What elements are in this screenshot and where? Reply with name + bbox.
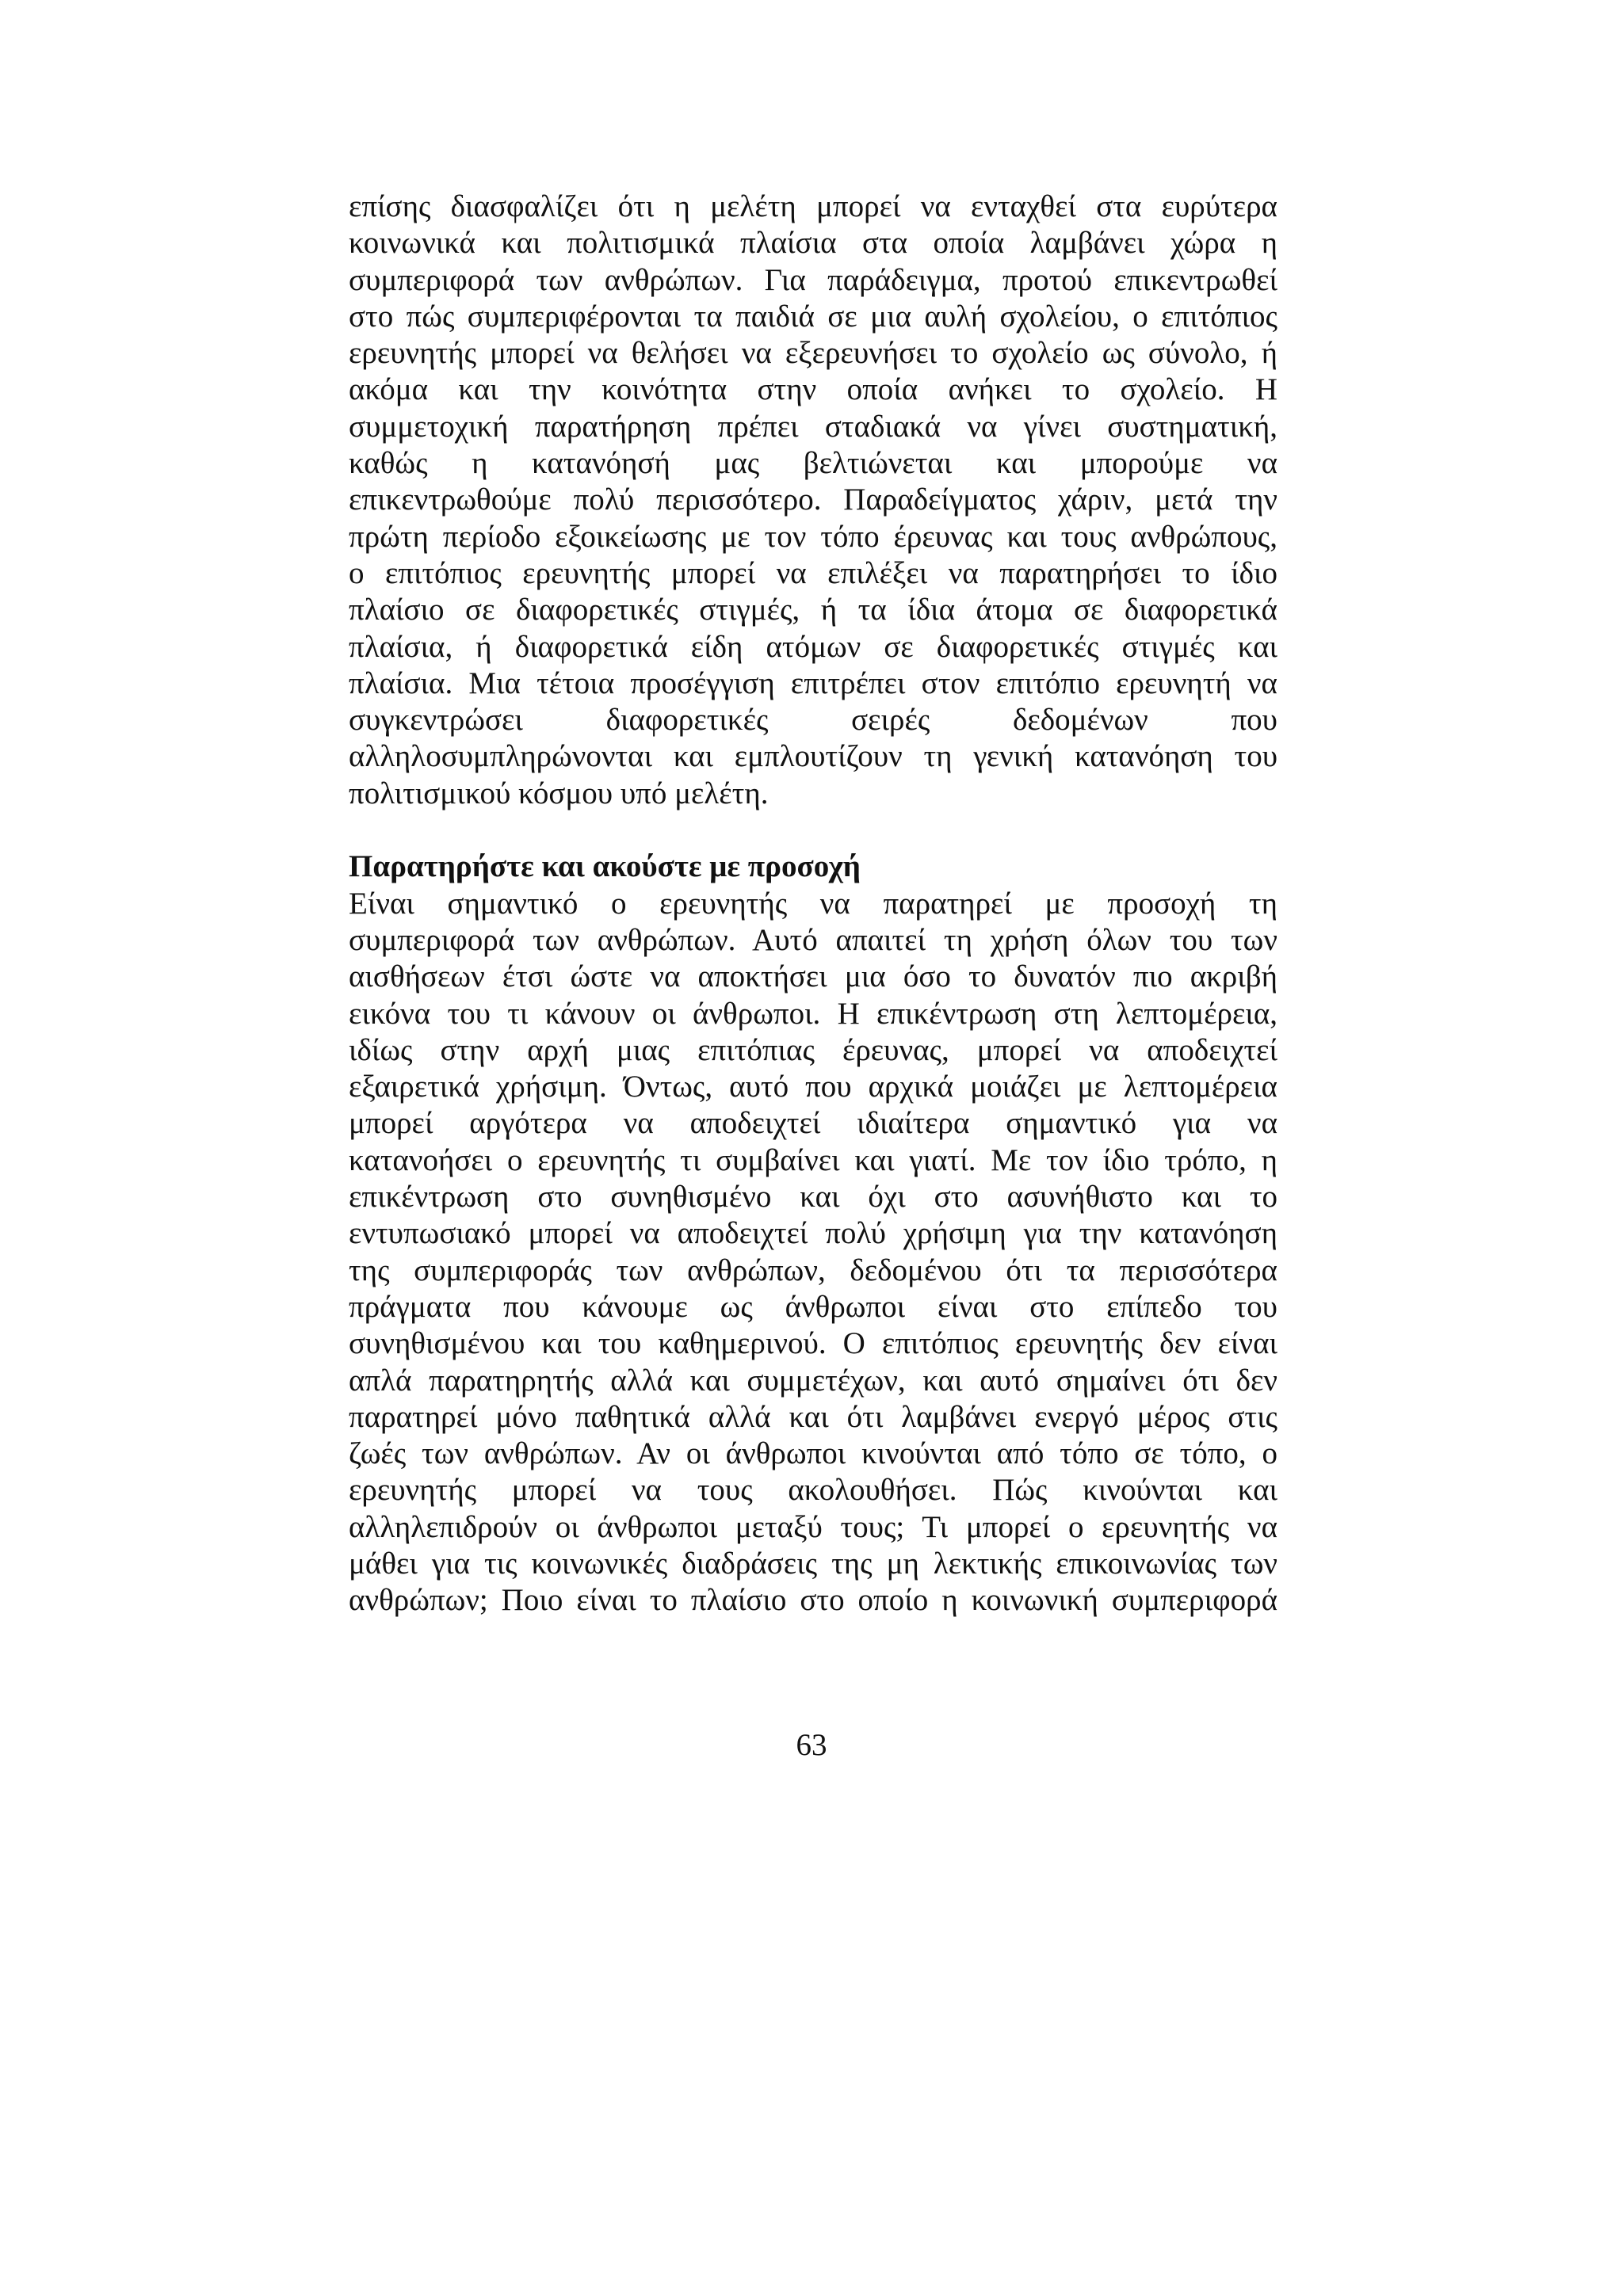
body-text: [349, 189, 1277, 1619]
text-line: πολιτισμικού κόσμου υπό μελέτη.: [349, 776, 769, 810]
text-line: αλληλεπιδρούν οι άνθρωποι μεταξύ τους; Τι μπορεί ο ερευνητής να: [349, 1509, 1277, 1544]
text-line: μπορεί αργότερα να αποδειχτεί ιδιαίτερα σημαντικό για να: [349, 1106, 1277, 1141]
text-line: αλληλοσυμπληρώνονται και εμπλουτίζουν τη γενική κατανόηση του: [349, 739, 1277, 774]
text-line: πλαίσια, ή διαφορετικά είδη ατόμων σε διαφορετικές στιγμές και: [349, 629, 1277, 664]
text-line: συγκεντρώσει διαφορετικές σειρές δεδομένων που: [349, 703, 1277, 738]
text-line: συμπεριφορά των ανθρώπων. Για παράδειγμα, προτού επικεντρωθεί: [349, 262, 1277, 297]
text-line: ο επιτόπιος ερευνητής μπορεί να επιλέξει να παρατηρήσει το ίδιο: [349, 555, 1277, 590]
text-line: συμπεριφορά των ανθρώπων. Αυτό απαιτεί τη χρήση όλων του των: [349, 922, 1277, 957]
text-line: ζωές των ανθρώπων. Αν οι άνθρωποι κινούνται από τόπο σε τόπο, ο: [349, 1436, 1277, 1471]
text-line: Είναι σημαντικό ο ερευνητής να παρατηρεί με προσοχή τη: [349, 886, 1277, 921]
text-line: επικεντρωθούμε πολύ περισσότερο. Παραδείγματος χάριν, μετά την: [349, 482, 1277, 517]
text-line: συμμετοχική παρατήρηση πρέπει σταδιακά να γίνει συστηματική,: [349, 409, 1277, 444]
text-line: ερευνητής μπορεί να θελήσει να εξερευνήσει το σχολείο ως σύνολο, ή: [349, 336, 1277, 371]
text-line: πράγματα που κάνουμε ως άνθρωποι είναι στο επίπεδο του: [349, 1289, 1277, 1324]
text-line: απλά παρατηρητής αλλά και συμμετέχων, και αυτό σημαίνει ότι δεν: [349, 1363, 1277, 1398]
text-line: εξαιρετικά χρήσιμη. Όντως, αυτό που αρχικά μοιάζει με λεπτομέρεια: [349, 1070, 1277, 1104]
text-line: αισθήσεων έτσι ώστε να αποκτήσει μια όσο το δυνατόν πιο ακριβή: [349, 959, 1277, 994]
page-number: 63: [796, 1728, 827, 1762]
paragraph: [349, 886, 1277, 1619]
text-line: κατανοήσει ο ερευνητής τι συμβαίνει και γιατί. Με τον ίδιο τρόπο, η: [349, 1142, 1277, 1177]
text-line: καθώς η κατανόησή μας βελτιώνεται και μπορούμε να: [349, 446, 1277, 481]
text-line: στο πώς συμπεριφέρονται τα παιδιά σε μια αυλή σχολείου, ο επιτόπιος: [349, 299, 1277, 334]
text-line: πλαίσιο σε διαφορετικές στιγμές, ή τα ίδια άτομα σε διαφορετικά: [349, 593, 1277, 627]
paragraph: [349, 189, 1277, 812]
text-line: επικέντρωση στο συνηθισμένο και όχι στο ασυνήθιστο και το: [349, 1180, 1277, 1215]
text-line: κοινωνικά και πολιτισμικά πλαίσια στα οποία λαμβάνει χώρα η: [349, 226, 1277, 261]
text-line: ανθρώπων; Ποιο είναι το πλαίσιο στο οποίο η κοινωνική συμπεριφορά: [349, 1583, 1277, 1618]
paragraph-gap: [349, 812, 1277, 849]
text-line: ιδίως στην αρχή μιας επιτόπιας έρευνας, μπορεί να αποδειχτεί: [349, 1032, 1277, 1067]
text-line: ερευνητής μπορεί να τους ακολουθήσει. Πώς κινούνται και: [349, 1473, 1277, 1508]
text-line: παρατηρεί μόνο παθητικά αλλά και ότι λαμβάνει ενεργό μέρος στις: [349, 1399, 1277, 1434]
text-line: επίσης διασφαλίζει ότι η μελέτη μπορεί να ενταχθεί στα ευρύτερα: [349, 189, 1277, 223]
text-line: συνηθισμένου και του καθημερινού. Ο επιτόπιος ερευνητής δεν είναι: [349, 1326, 1277, 1361]
text-line: της συμπεριφοράς των ανθρώπων, δεδομένου ότι τα περισσότερα: [349, 1253, 1277, 1287]
text-line: πρώτη περίοδο εξοικείωσης με τον τόπο έρευνας και τους ανθρώπους,: [349, 519, 1277, 554]
text-line: ακόμα και την κοινότητα στην οποία ανήκει το σχολείο. Η: [349, 372, 1277, 407]
text-line: εικόνα του τι κάνουν οι άνθρωποι. Η επικέντρωση στη λεπτομέρεια,: [349, 996, 1277, 1031]
text-line: μάθει για τις κοινωνικές διαδράσεις της μη λεκτικής επικοινωνίας των: [349, 1546, 1277, 1581]
text-line: εντυπωσιακό μπορεί να αποδειχτεί πολύ χρήσιμη για την κατανόηση: [349, 1216, 1277, 1251]
section-heading: Παρατηρήστε και ακούστε με προσοχή: [349, 849, 861, 884]
text-line: πλαίσια. Μια τέτοια προσέγγιση επιτρέπει στον επιτόπιο ερευνητή να: [349, 666, 1277, 700]
